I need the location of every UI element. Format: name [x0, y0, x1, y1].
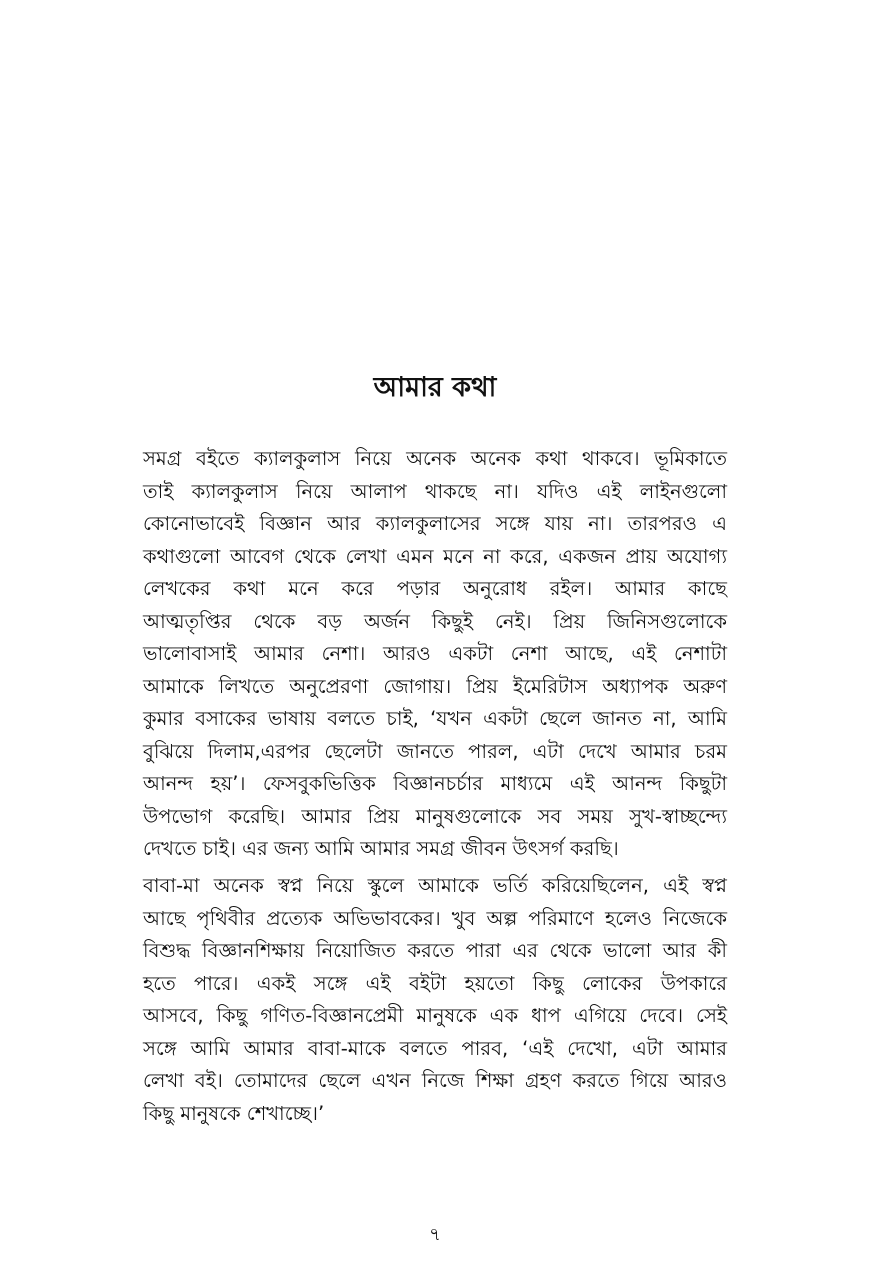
text-line: কিছু মানুষকে শেখাচ্ছে।’ — [143, 1101, 325, 1125]
text-line: সঙ্গে আমি আমার বাবা-মাকে বলতে পারব, ‘এই দেখো, এটা আমার — [143, 1036, 727, 1060]
page-number: ৭ — [429, 1224, 441, 1245]
text-line: উপভোগ করেছি। আমার প্রিয় মানুষগুলোকে সব সময় সুখ-স্বাচ্ছন্দ্যে — [143, 804, 727, 828]
text-line: আত্মতৃপ্তির থেকে বড় অর্জন কিছুই নেই। প্রিয় জিনিসগুলোকে — [143, 609, 727, 633]
text-line: লেখকের কথা মনে করে পড়ার অনুরোধ রইল। আমার কাছে — [143, 577, 727, 600]
text-line: তাই ক্যালকুলাস নিয়ে আলাপ থাকছে না। যদিও এই লাইনগুলো — [143, 479, 727, 503]
text-line: কোনোভাবেই বিজ্ঞান আর ক্যালকুলাসের সঙ্গে যায় না। তারপরও এ — [143, 512, 727, 535]
paragraph-1 — [143, 443, 727, 866]
text-line: আনন্দ হয়’। ফেসবুকভিত্তিক বিজ্ঞানচর্চার মাধ্যমে এই আনন্দ কিছুটা — [143, 772, 727, 795]
text-line: সমগ্র বইতে ক্যালকুলাস নিয়ে অনেক অনেক কথা থাকবে। ভূমিকাতে — [143, 447, 727, 470]
text-line: ভালোবাসাই আমার নেশা। আরও একটা নেশা আছে, এই নেশাটা — [143, 642, 727, 665]
text-line: হতে পারে। একই সঙ্গে এই বইটা হয়তো কিছু লোকের উপকারে — [143, 971, 727, 995]
text-line: বাবা-মা অনেক স্বপ্ন নিয়ে স্কুলে আমাকে ভর্তি করিয়েছিলেন, এই স্বপ্ন — [143, 874, 727, 897]
text-line: দেখতে চাই। এর জন্য আমি আমার সমগ্র জীবন উৎসর্গ করছি। — [143, 837, 619, 860]
text-line: বুঝিয়ে দিলাম,এরপর ছেলেটা জানতে পারল, এটা দেখে আমার চরম — [143, 739, 727, 763]
page-title: আমার কথা — [373, 372, 497, 403]
text-line: আসবে, কিছু গণিত-বিজ্ঞানপ্রেমী মানুষকে এক ধাপ এগিয়ে দেবে। সেই — [143, 1004, 727, 1027]
text-line: আমাকে লিখতে অনুপ্রেরণা জোগায়। প্রিয় ইমেরিটাস অধ্যাপক অরুণ — [143, 674, 727, 698]
text-line: কথাগুলো আবেগ থেকে লেখা এমন মনে না করে, একজন প্রায় অযোগ্য — [143, 544, 727, 568]
text-line: বিশুদ্ধ বিজ্ঞানশিক্ষায় নিয়োজিত করতে পারা এর থেকে ভালো আর কী — [143, 939, 727, 962]
paragraph-2 — [143, 870, 727, 1130]
text-line: কুমার বসাকের ভাষায় বলতে চাই, ‘যখন একটা ছেলে জানত না, আমি — [143, 707, 727, 730]
text-line: লেখা বই। তোমাদের ছেলে এখন নিজে শিক্ষা গ্রহণ করতে গিয়ে আরও — [143, 1069, 727, 1092]
text-line: আছে পৃথিবীর প্রত্যেক অভিভাবকের। খুব অল্প পরিমাণে হলেও নিজেকে — [143, 906, 727, 930]
